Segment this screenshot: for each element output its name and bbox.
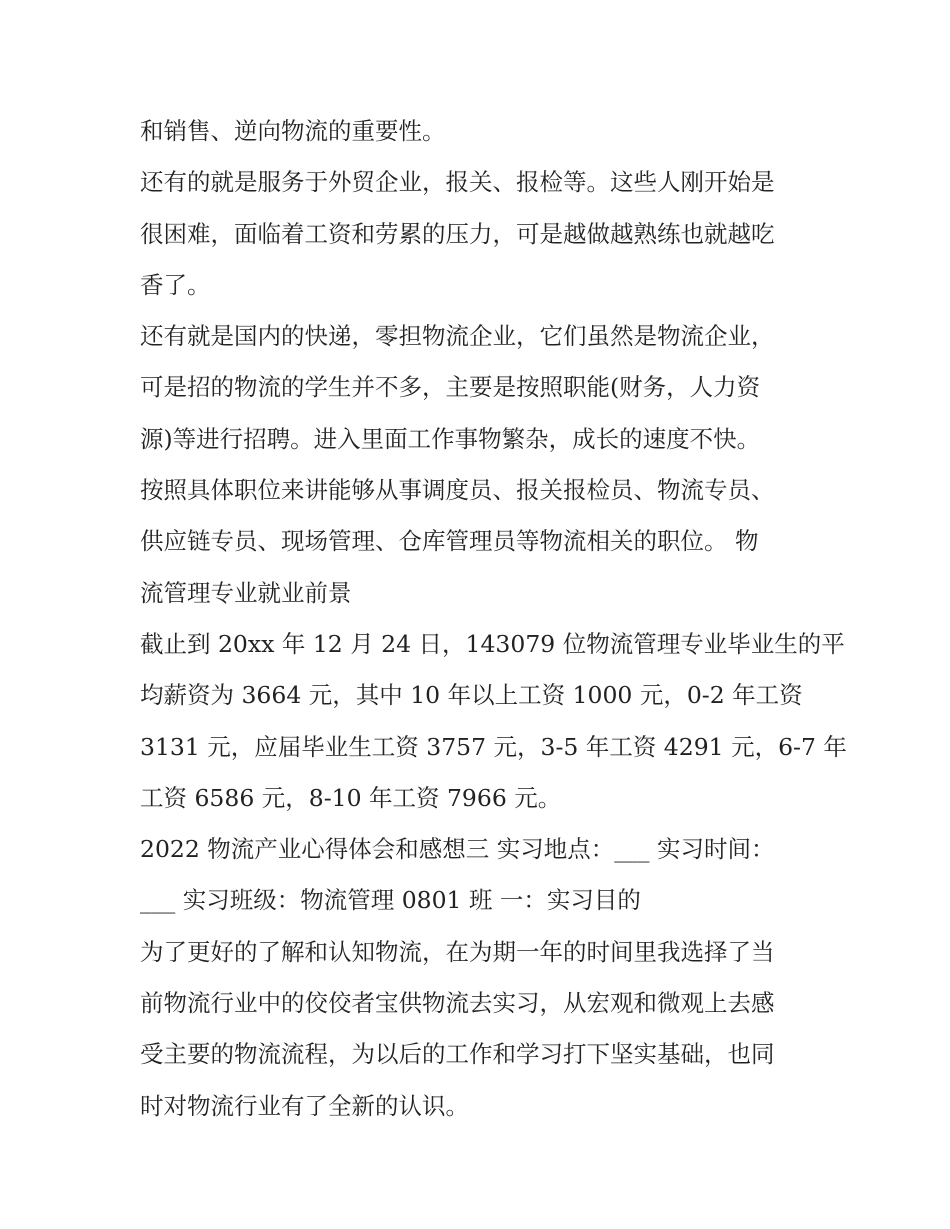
paragraph — [140, 465, 830, 619]
text-line: 截止到 20xx 年 12 月 24 日，143079 位物流管理专业毕业生的平 — [140, 629, 845, 658]
text-line: 和销售、逆向物流的重要性。 — [140, 117, 446, 145]
text-line: 源)等进行招聘。进入里面工作事物繁杂，成长的速度不快。 — [140, 424, 761, 453]
text-line: 可是招的物流的学生并不多，主要是按照职能(财务，人力资 — [140, 373, 761, 402]
text-line: 按照具体职位来讲能够从事调度员、报关报检员、物流专员、 — [140, 476, 775, 505]
paragraph — [140, 619, 847, 824]
text-line: 工资 6586 元，8-10 年工资 7966 元。 — [140, 783, 562, 812]
text-line: 2022 物流产业心得体会和感想三 实习地点：___ 实习时间： — [140, 835, 775, 864]
paragraph — [140, 157, 830, 311]
text-line: 流管理专业就业前景 — [140, 578, 352, 607]
text-line: ___ 实习班级：物流管理 0801 班 一：实习目的 — [140, 886, 641, 915]
paragraph — [140, 824, 830, 927]
paragraph — [140, 106, 830, 157]
text-line: 受主要的物流流程，为以后的工作和学习打下坚实基础，也同 — [140, 1040, 775, 1069]
text-line: 前物流行业中的佼佼者宝供物流去实习，从宏观和微观上去感 — [140, 989, 775, 1018]
text-line: 为了更好的了解和认知物流，在为期一年的时间里我选择了当 — [140, 937, 775, 966]
text-line: 香了。 — [140, 270, 211, 299]
paragraph — [140, 311, 830, 465]
text-line: 均薪资为 3664 元，其中 10 年以上工资 1000 元，0-2 年工资 — [140, 681, 803, 710]
text-line: 时对物流行业有了全新的认识。 — [140, 1091, 469, 1120]
text-line: 很困难，面临着工资和劳累的压力，可是越做越熟练也就越吃 — [140, 219, 775, 248]
document-page — [140, 106, 847, 1132]
text-line: 还有就是国内的快递，零担物流企业，它们虽然是物流企业， — [140, 322, 775, 351]
paragraph — [140, 927, 830, 1132]
text-line: 还有的就是服务于外贸企业，报关、报检等。这些人刚开始是 — [140, 168, 775, 197]
text-line: 3131 元，应届毕业生工资 3757 元，3-5 年工资 4291 元，6-7 年 — [140, 732, 847, 761]
text-line: 供应链专员、现场管理、仓库管理员等物流相关的职位。 物 — [140, 527, 759, 556]
